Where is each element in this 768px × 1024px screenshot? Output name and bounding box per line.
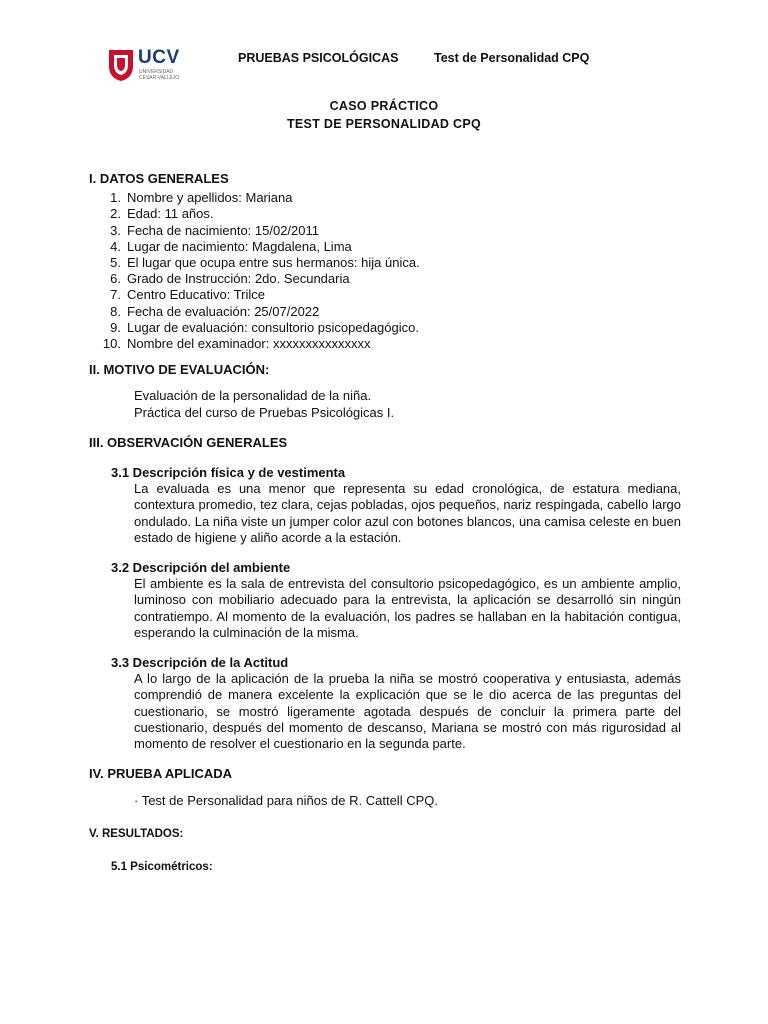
list-item-number: 9. (110, 319, 121, 335)
document-title-1: CASO PRÁCTICO (329, 99, 439, 113)
subsection-3-1-heading: 3.1 Descripción física y de vestimenta (111, 465, 346, 481)
section-4-heading: IV. PRUEBA APLICADA (89, 766, 233, 782)
reason-line-2: Práctica del curso de Pruebas Psicológicas I. (134, 404, 395, 420)
header-title: PRUEBAS PSICOLÓGICAS (238, 51, 399, 65)
subsection-3-2-heading: 3.2 Descripción del ambiente (111, 560, 291, 576)
list-item-number: 10. (102, 336, 121, 352)
list-item-number: 6. (110, 271, 121, 287)
list-item (89, 336, 681, 352)
list-item-text: Grado de Instrucción: 2do. Secundaria (127, 271, 350, 287)
attitude-description-text: A lo largo de la aplicación de la prueba la niña se mostró cooperativa y entusiasta, además comprendió de manera excelente la explicación que se le dio acerca de las preguntas del cuestionario, se mostró ligeramente agotada después de concluir la primera parte del cuestionario, después del momento de descanso, Mariana se mostró con más rigurosidad al momento de resolver el cuestionario en la segunda parte. (134, 671, 681, 752)
list-item (89, 239, 681, 255)
logo-text: UCV (138, 47, 180, 68)
list-item-number: 7. (110, 287, 121, 303)
document-body (89, 171, 681, 875)
list-item (89, 206, 681, 222)
section-2-heading: II. MOTIVO DE EVALUACIÓN: (89, 362, 270, 378)
list-item (89, 320, 681, 336)
list-item (89, 287, 681, 303)
list-item-text: Lugar de evaluación: consultorio psicopedagógico. (127, 319, 419, 335)
list-item (89, 190, 681, 206)
list-item-number: 8. (110, 303, 121, 319)
document-title-2: TEST DE PERSONALIDAD CPQ (286, 117, 482, 131)
physical-description-text: La evaluada es una menor que representa su edad cronológica, de estatura mediana, contextura promedio, tez clara, cejas pobladas, ojos pequeños, nariz respingada, cabello largo ondulado. La niña viste un jumper color azul con botones blancos, una camisa celeste en buen estado de higiene y aliño acorde a la estación. (134, 481, 681, 545)
list-item-text: El lugar que ocupa entre sus hermanos: hija única. (127, 255, 420, 271)
ucv-logo (108, 44, 188, 86)
list-item (89, 223, 681, 239)
list-item (89, 255, 681, 271)
list-item-text: Centro Educativo: Trilce (127, 287, 266, 303)
evaluation-reason (134, 388, 681, 420)
list-item-number: 4. (110, 238, 121, 254)
list-item-text: Nombre del examinador: xxxxxxxxxxxxxxx (127, 336, 371, 352)
section-5-heading: V. RESULTADOS: (89, 827, 184, 840)
list-item (89, 304, 681, 320)
list-item-text: Fecha de nacimiento: 15/02/2011 (127, 222, 320, 238)
list-item-text: Edad: 11 años. (127, 206, 214, 222)
general-data-list (89, 190, 681, 352)
list-item-text: Nombre y apellidos: Mariana (127, 190, 293, 206)
section-1-heading: I. DATOS GENERALES (89, 171, 229, 186)
reason-line-1: Evaluación de la personalidad de la niña. (134, 388, 372, 404)
header-subtitle: Test de Personalidad CPQ (434, 51, 590, 65)
list-item-text: Lugar de nacimiento: Magdalena, Lima (127, 238, 352, 254)
document-titles (0, 97, 768, 133)
list-item (89, 271, 681, 287)
applied-test-item: · Test de Personalidad para niños de R. Cattell CPQ. (134, 792, 438, 808)
page-header (108, 44, 708, 86)
list-item-number: 1. (110, 190, 121, 206)
ucv-shield-icon (108, 48, 134, 82)
subsection-3-3-heading: 3.3 Descripción de la Actitud (111, 655, 289, 671)
environment-description-text: El ambiente es la sala de entrevista del consultorio psicopedagógico, es un ambiente amplio, luminoso con mobiliario adecuado para la entrevista, la aplicación se desarrolló sin ningún contratiempo. Al momento de la evaluación, los padres se hallaban en la habitación contigua, esperando la culminación de la misma. (134, 576, 681, 640)
list-item-number: 3. (110, 222, 121, 238)
list-item-number: 2. (110, 206, 121, 222)
subsection-5-1-heading: 5.1 Psicométricos: (111, 860, 213, 873)
logo-subtext: UNIVERSIDAD CÉSAR VALLEJO (139, 69, 180, 81)
list-item-text: Fecha de evaluación: 25/07/2022 (127, 303, 320, 319)
list-item-number: 5. (110, 255, 121, 271)
section-3-heading: III. OBSERVACIÓN GENERALES (89, 434, 288, 450)
